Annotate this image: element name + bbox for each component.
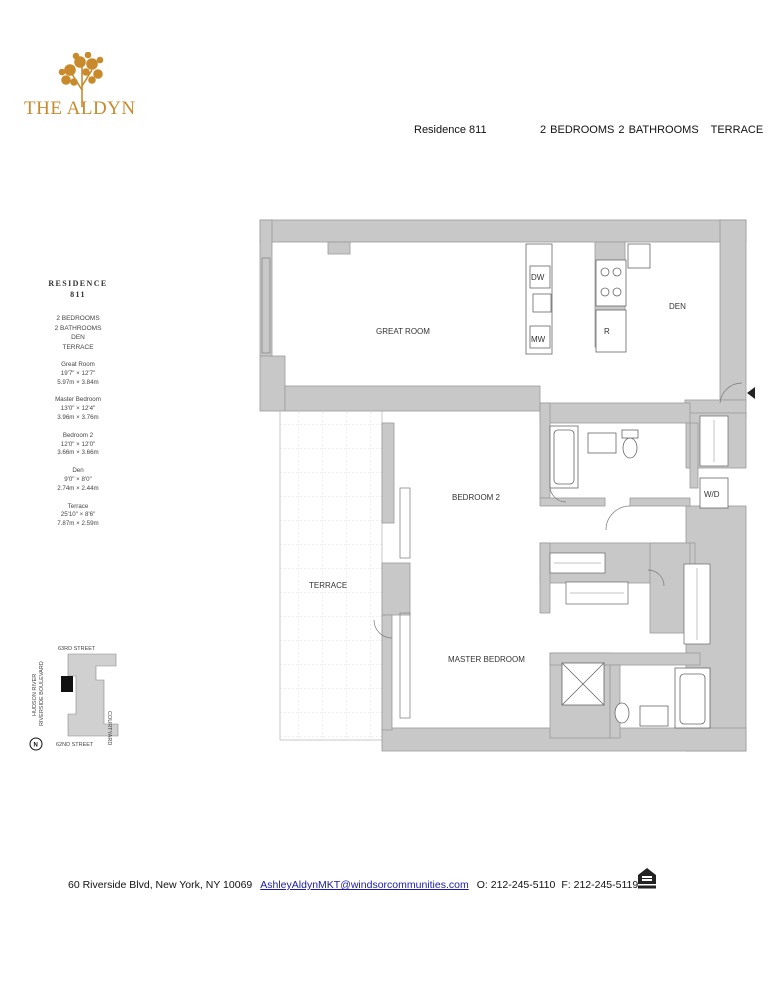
residence-summary (40, 278, 116, 529)
room-metric: 3.96m × 3.76m (57, 413, 99, 421)
room-imperial: 12'0" × 12'0" (60, 440, 96, 448)
feature-item: TERRACE (62, 343, 94, 351)
terrace-area (280, 408, 382, 740)
entry-arrow-icon (747, 387, 755, 399)
feature-item: DEN (71, 334, 85, 341)
address: 60 Riverside Blvd, New York, NY 10069 (68, 879, 253, 891)
street-bottom: 62ND STREET (56, 742, 94, 748)
summary-unit: 811 (70, 290, 86, 299)
label-master-bedroom: MASTER BEDROOM (448, 655, 525, 664)
label-dishwasher: DW (531, 273, 545, 282)
label-den: DEN (669, 302, 686, 311)
north-label: N (33, 742, 38, 749)
room-imperial: 9'0" × 8'0" (64, 475, 92, 483)
room-name: Terrace (67, 502, 89, 510)
river-label: HUDSON RIVER (32, 673, 38, 716)
feature-item: 2 BEDROOMS (56, 315, 100, 322)
room-dimensions (40, 396, 116, 422)
room-metric: 5.97m × 3.84m (57, 378, 99, 386)
room-imperial: 13'0" × 12'4" (60, 405, 96, 413)
unit-type: 2 BEDROOMS 2 BATHROOMS TERRACE (540, 124, 764, 136)
room-metric: 2.74m × 2.44m (57, 484, 99, 492)
room-name: Master Bedroom (55, 396, 101, 404)
room-name: Great Room (61, 361, 95, 368)
label-great-room: GREAT ROOM (376, 327, 430, 336)
label-microwave: MW (531, 335, 546, 344)
label-washer-dryer: W/D (704, 490, 720, 499)
room-name: Bedroom 2 (62, 431, 94, 439)
unit-location-marker (61, 676, 73, 692)
room-metric: 7.87m × 2.59m (57, 520, 99, 528)
feature-item: 2 BATHROOMS (54, 324, 102, 332)
street-top: 63RD STREET (58, 646, 96, 652)
office-phone: O: 212-245-5110 (476, 879, 556, 891)
site-key-map (26, 636, 136, 756)
fax-number: F: 212-245-5119 (561, 879, 639, 891)
room-metric: 3.66m × 3.66m (57, 449, 99, 457)
summary-title: RESIDENCE (48, 279, 108, 288)
label-terrace: TERRACE (309, 581, 348, 590)
label-refrigerator: R (604, 327, 610, 336)
courtyard-label: COURTYARD (106, 711, 112, 746)
residence-number: Residence 811 (414, 124, 487, 136)
room-name: Den (72, 467, 84, 475)
feature-list (40, 314, 116, 352)
brand-name: THE ALDYN (24, 98, 136, 119)
room-imperial: 19'7" × 12'7" (60, 369, 96, 377)
contact-footer (68, 879, 638, 891)
room-dimensions (40, 467, 116, 493)
email-link[interactable]: AshleyAldynMKT@windsorcommunities.com (260, 879, 469, 891)
room-dimensions (40, 361, 116, 387)
room-imperial: 25'10" × 8'6" (60, 511, 96, 519)
boulevard-label: RIVERSIDE BOULEVARD (39, 661, 45, 726)
floor-plan (250, 208, 760, 763)
label-bedroom-2: BEDROOM 2 (452, 493, 501, 502)
room-dimensions (40, 432, 116, 458)
room-dimensions (40, 503, 116, 529)
equal-housing-icon (636, 866, 658, 890)
